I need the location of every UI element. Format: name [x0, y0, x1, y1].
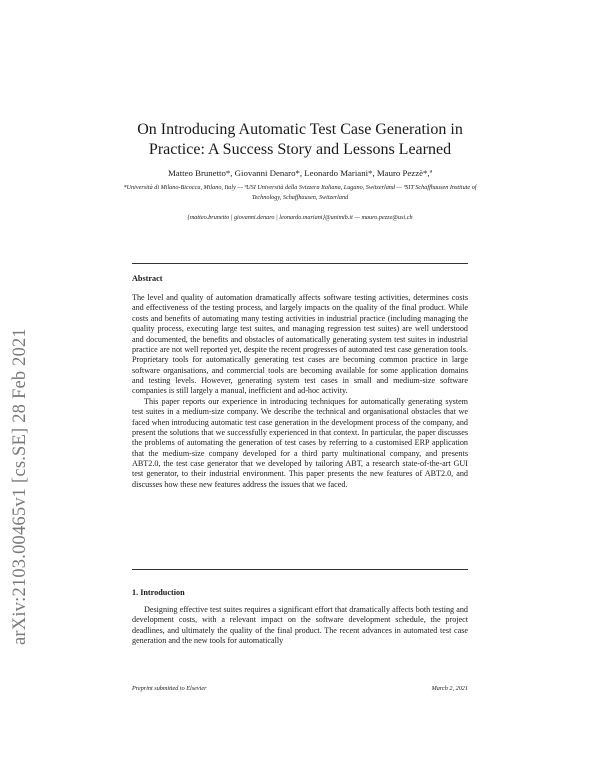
arxiv-identifier: arXiv:2103.00465v1 [cs.SE] 28 Feb 2021	[10, 328, 30, 645]
authors: Matteo Brunetto*, Giovanni Denaro*, Leonardo Mariani*, Mauro Pezzè*,ª	[167, 168, 433, 178]
top-divider	[132, 263, 468, 264]
abstract-paragraph-1: The level and quality of automation dramatically affects software testing activities, determines costs and effectiveness of the testing process, and largely impacts on the quality of the final product. While costs and benefits of automating many testing activities in industrial practice (including managing the quality process, executing large test suites, and managing regression test suites) are well understood and documented, the benefits and obstacles of automatically generating system test suites in industrial practice are not well reported yet, despite the recent progresses of automated test case generation tools. Proprietary tools for automatically generating test cases are becoming common practice in large software organisations, and commercial tools are becoming available for some application domains and testing levels. However, generating system test cases in small and medium-size software companies is still largely a manual, inefficient and ad-hoc activity.	[132, 293, 468, 396]
section-heading: 1. Introduction	[132, 588, 185, 597]
paper-title	[100, 120, 500, 160]
title-line-1: On Introducing Automatic Test Case Generation in	[137, 121, 463, 138]
abstract-paragraph-2: This paper reports our experience in introducing techniques for automatically generating system test suites in a medium-size company. We describe the technical and organisational obstacles that we faced when introducing automatic test case generation in the development process of the company, and present the solutions that we successfully experienced in that context. In particular, the paper discusses the problems of automating the generation of test cases by referring to a customised ERP application that the medium-size company developed for a third party multinational company, and presents ABT2.0, the test case generator that we developed by tailoring ABT, a research state-of-the-art GUI test generator, to their industrial environment. This paper presents the new features of ABT2.0, and discusses how these new features address the issues that we faced.	[132, 396, 468, 489]
abstract-heading: Abstract	[132, 274, 163, 283]
date: March 2, 2021	[431, 685, 468, 692]
bottom-divider	[132, 569, 468, 570]
preprint-note: Preprint submitted to Elsevier	[132, 685, 207, 692]
introduction-text: Designing effective test suites requires a significant effort that dramatically affects both testing and development costs, with a relevant impact on the software development schedule, the project deadlines, and ultimately the quality of the final product. The recent advances in automated test case generation and the new tools for automatically	[132, 605, 468, 646]
abstract-body	[132, 293, 468, 490]
affiliations: *Università di Milano-Bicocca, Milano, Italy — ªUSI Università della Svizzera Italiana, Lugano, Switzerland — ªSIT Schaffhausen Institute of Technology, Schaffhausen, Switzerland	[123, 184, 477, 201]
author-emails: {matteo.brunetto | giovanni.denaro | leonardo.mariani}@unimib.it — mauro.pezze@usi.ch	[187, 214, 413, 221]
title-line-2: Practice: A Success Story and Lessons Learned	[148, 141, 452, 158]
